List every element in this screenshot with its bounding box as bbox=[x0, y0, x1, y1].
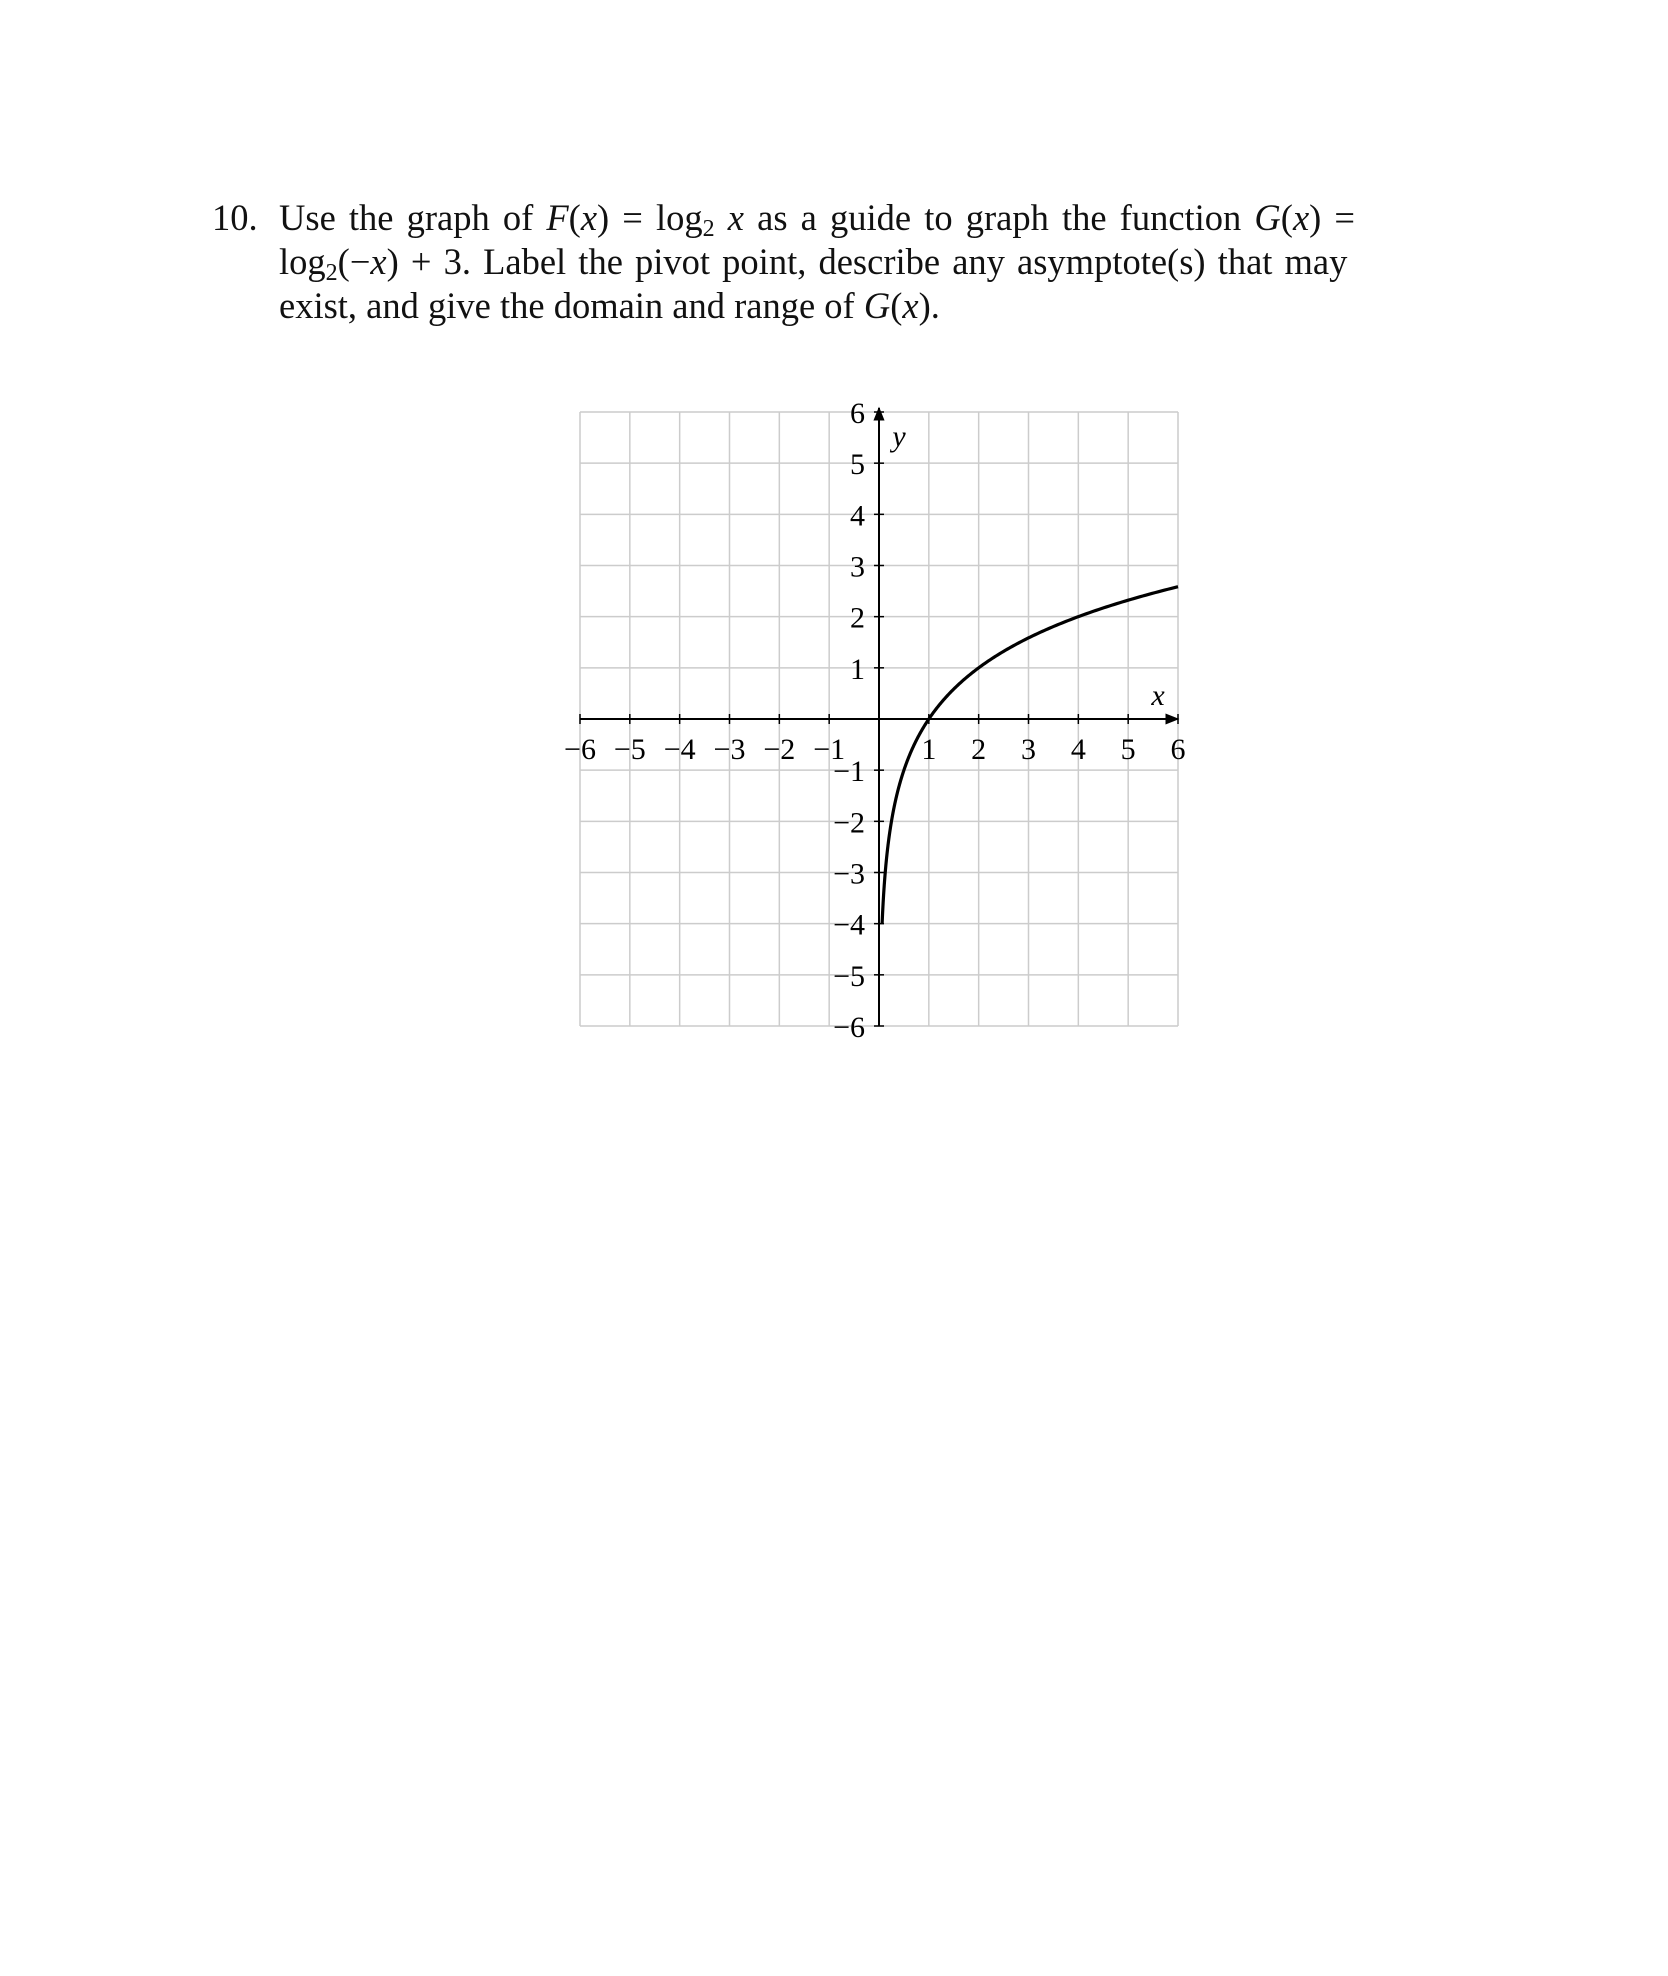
y-tick-label: 5 bbox=[850, 448, 865, 482]
y-tick-label: 6 bbox=[850, 397, 865, 430]
y-tick-label: −3 bbox=[833, 857, 865, 891]
y-tick-label: −5 bbox=[833, 959, 865, 993]
y-tick-label: 1 bbox=[850, 652, 865, 686]
x-tick-label: −5 bbox=[613, 733, 646, 766]
x-tick-label: −1 bbox=[813, 733, 846, 766]
y-tick-label: −1 bbox=[833, 755, 865, 789]
problem-text-line-3: exist, and give the domain and range of G(x). bbox=[279, 285, 940, 326]
y-tick-label: −4 bbox=[833, 908, 865, 942]
problem-text-line-2: $\log_2(-x) + 3$. Label the pivot point, describe any asymptote(s) that may bbox=[279, 241, 1348, 286]
problem-text-line-1: Use the graph of $F(x) = \log_2 x$ as a guide to graph the function G(x) = bbox=[279, 197, 1356, 242]
log-graph bbox=[540, 390, 1200, 1064]
problem-number: 10. bbox=[212, 197, 258, 238]
x-tick-label: 2 bbox=[971, 733, 987, 766]
x-axis-label: x bbox=[1151, 679, 1165, 712]
x-tick-label: −2 bbox=[763, 733, 796, 766]
y-tick-label: −6 bbox=[833, 1011, 865, 1044]
y-tick-label: 3 bbox=[850, 550, 865, 584]
x-tick-label: 3 bbox=[1021, 733, 1036, 766]
x-tick-label: 1 bbox=[921, 733, 937, 766]
tick-labels bbox=[564, 397, 1185, 1044]
y-tick-label: 2 bbox=[850, 601, 865, 635]
x-tick-label: 6 bbox=[1170, 733, 1186, 766]
x-tick-label: −4 bbox=[663, 733, 696, 766]
x-tick-label: 4 bbox=[1070, 733, 1086, 766]
y-tick-label: 4 bbox=[850, 499, 865, 533]
x-tick-label: 5 bbox=[1120, 733, 1136, 766]
y-axis-label: y bbox=[892, 420, 906, 453]
axes bbox=[580, 408, 1178, 1026]
x-tick-label: −3 bbox=[713, 733, 746, 766]
y-tick-label: −2 bbox=[833, 806, 865, 840]
x-tick-label: −6 bbox=[564, 733, 596, 766]
coordinate-plane bbox=[540, 390, 1200, 1060]
